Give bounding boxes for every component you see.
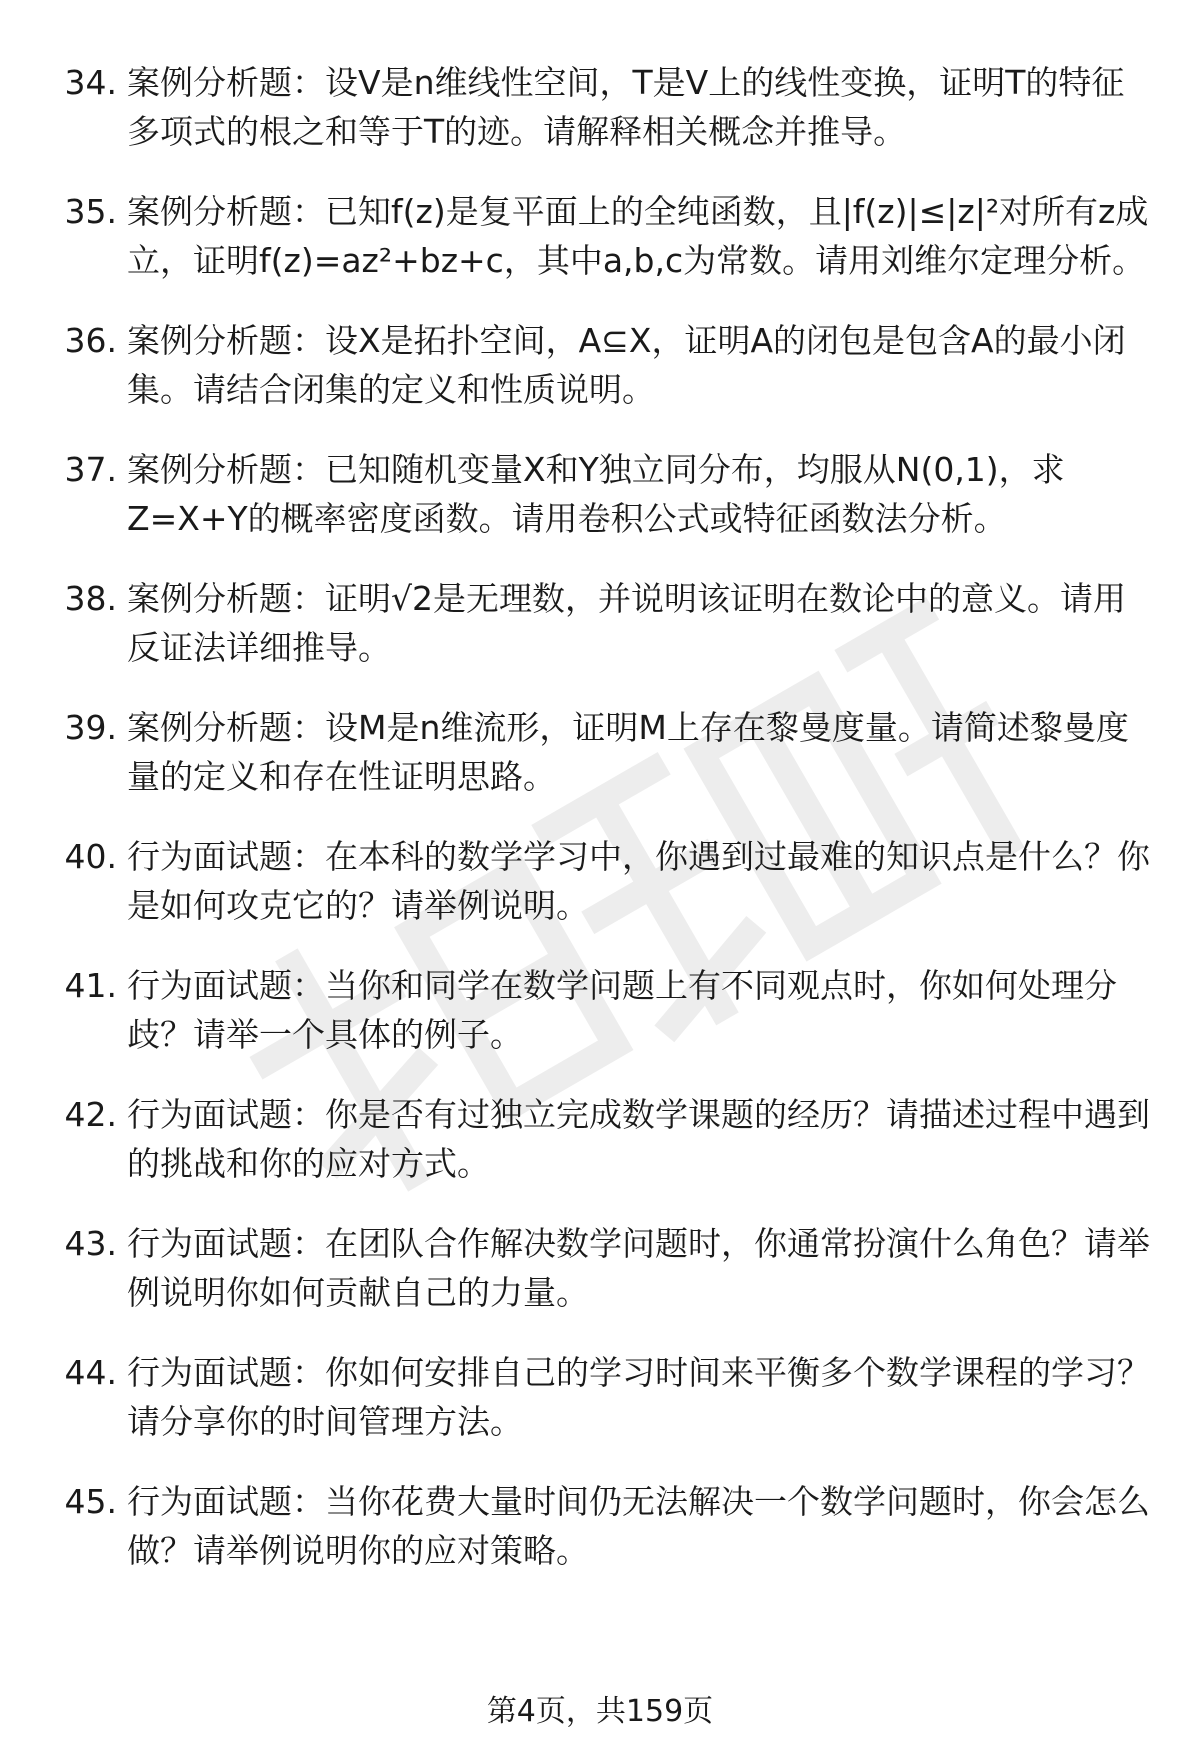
question-number: 45. <box>64 1482 117 1521</box>
question-item-41 <box>40 961 1170 1059</box>
question-item-40 <box>40 832 1170 930</box>
question-item-37 <box>40 445 1170 543</box>
question-text: 案例分析题：证明√2是无理数，并说明该证明在数论中的意义。请用反证法详细推导。 <box>127 579 1127 667</box>
question-text: 案例分析题：设M是n维流形，证明M上存在黎曼度量。请简述黎曼度量的定义和存在性证明思路。 <box>127 708 1129 796</box>
question-item-43 <box>40 1219 1170 1317</box>
question-item-44 <box>40 1348 1170 1446</box>
question-text: 案例分析题：设X是拓扑空间，A⊆X，证明A的闭包是包含A的最小闭集。请结合闭集的定义和性质说明。 <box>127 321 1126 409</box>
question-text: 行为面试题：当你和同学在数学问题上有不同观点时，你如何处理分歧？请举一个具体的例子。 <box>127 966 1117 1054</box>
question-text: 案例分析题：设V是n维线性空间，T是V上的线性变换，证明T的特征多项式的根之和等于T的迹。请解释相关概念并推导。 <box>127 63 1125 151</box>
question-item-36 <box>40 316 1170 414</box>
question-list <box>40 58 1170 1606</box>
question-number: 40. <box>64 837 117 876</box>
question-item-42 <box>40 1090 1170 1188</box>
question-number: 41. <box>64 966 117 1005</box>
question-number: 37. <box>64 450 117 489</box>
question-number: 34. <box>64 63 117 102</box>
question-item-45 <box>40 1477 1170 1575</box>
question-number: 43. <box>64 1224 117 1263</box>
question-text: 行为面试题：在团队合作解决数学问题时，你通常扮演什么角色？请举例说明你如何贡献自己的力量。 <box>127 1224 1150 1312</box>
question-number: 36. <box>64 321 117 360</box>
question-number: 35. <box>64 192 117 231</box>
question-text: 行为面试题：在本科的数学学习中，你遇到过最难的知识点是什么？你是如何攻克它的？请举例说明。 <box>127 837 1150 925</box>
question-text: 案例分析题：已知随机变量X和Y独立同分布，均服从N(0,1)，求Z=X+Y的概率密度函数。请用卷积公式或特征函数法分析。 <box>127 450 1065 538</box>
page-number-label: 第4页，共159页 <box>486 1694 714 1729</box>
question-item-39 <box>40 703 1170 801</box>
question-text: 行为面试题：当你花费大量时间仍无法解决一个数学问题时，你会怎么做？请举例说明你的应对策略。 <box>127 1482 1150 1570</box>
page-footer <box>0 1692 1200 1732</box>
question-number: 38. <box>64 579 117 618</box>
question-item-34 <box>40 58 1170 156</box>
question-text: 行为面试题：你是否有过独立完成数学课题的经历？请描述过程中遇到的挑战和你的应对方式。 <box>127 1095 1150 1183</box>
question-number: 42. <box>64 1095 117 1134</box>
question-number: 39. <box>64 708 117 747</box>
question-text: 案例分析题：已知f(z)是复平面上的全纯函数，且|f(z)|≤|z|²对所有z成立，证明f(z)=az²+bz+c，其中a,b,c为常数。请用刘维尔定理分析。 <box>127 192 1149 280</box>
question-text: 行为面试题：你如何安排自己的学习时间来平衡多个数学课程的学习？请分享你的时间管理方法。 <box>127 1353 1150 1441</box>
question-number: 44. <box>64 1353 117 1392</box>
question-item-38 <box>40 574 1170 672</box>
question-item-35 <box>40 187 1170 285</box>
